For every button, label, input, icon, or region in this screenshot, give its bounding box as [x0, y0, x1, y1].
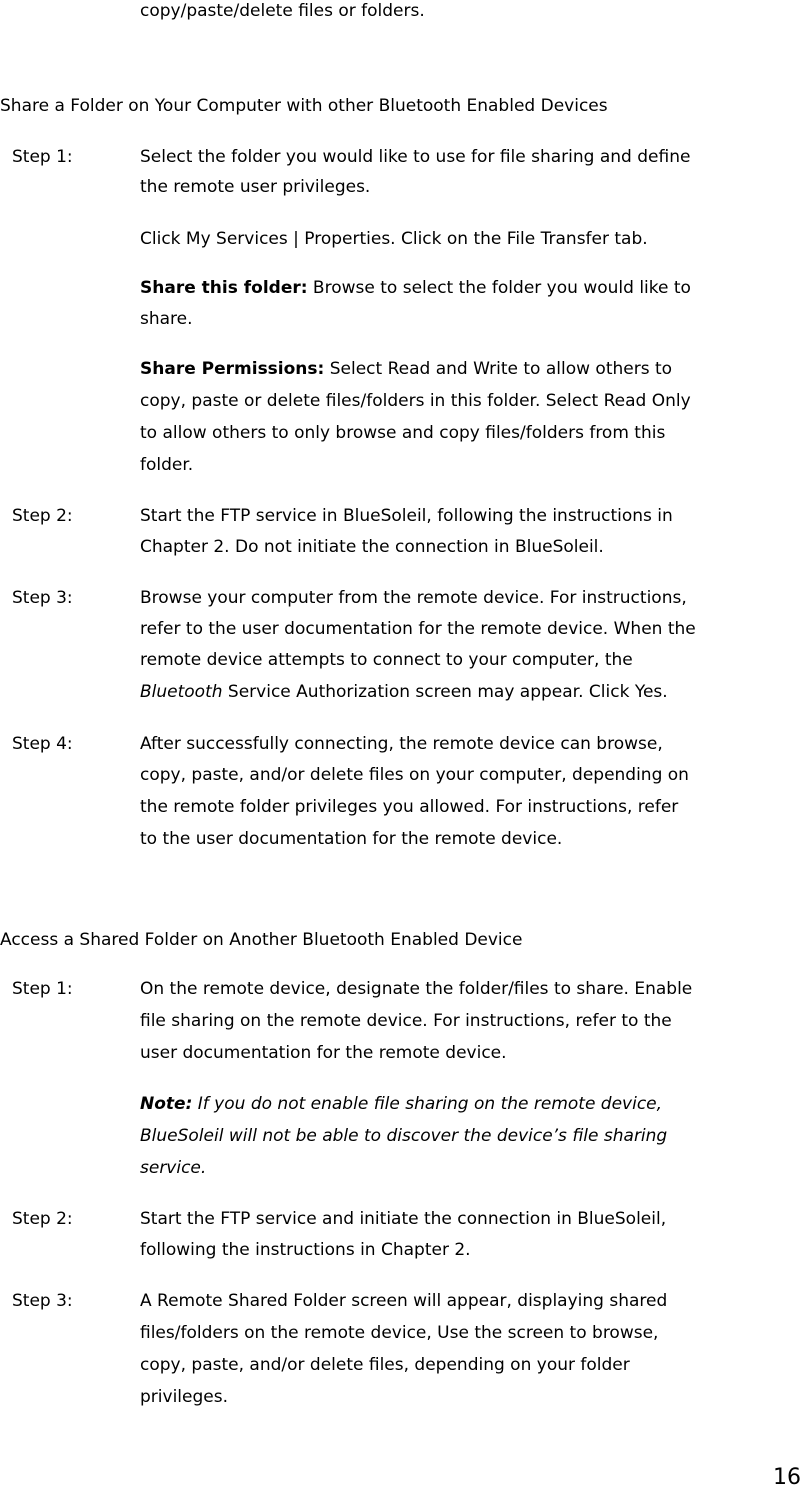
step-text: remote device attempts to connect to your computer, the	[140, 650, 633, 670]
note-text	[140, 1094, 662, 1114]
note-text-part: BlueSoleil will not be able to discover the device’s file sharing	[140, 1126, 668, 1146]
step-text: files/folders on the remote device, Use the screen to browse,	[140, 1323, 659, 1343]
step-text: On the remote device, designate the folder/files to share. Enable	[140, 979, 693, 999]
sub-text	[140, 278, 691, 298]
step-text: Select the folder you would like to use for file sharing and define	[140, 147, 691, 167]
note-text	[140, 1126, 667, 1146]
sub-text	[140, 359, 672, 379]
step-text: file sharing on the remote device. For instructions, refer to the	[140, 1011, 672, 1031]
continuation-text: copy/paste/delete files or folders.	[140, 1, 425, 21]
step-label: Step 2:	[12, 1209, 73, 1229]
step-text: Start the FTP service in BlueSoleil, following the instructions in	[140, 506, 673, 526]
sub-text: folder.	[140, 455, 194, 475]
step-text: to the user documentation for the remote device.	[140, 829, 563, 849]
section-heading-share: Share a Folder on Your Computer with other Bluetooth Enabled Devices	[0, 96, 608, 116]
step-text-part: Service Authorization screen may appear. Click Yes.	[222, 682, 668, 702]
note-label: Note:	[140, 1094, 193, 1114]
sub-text: to allow others to only browse and copy files/folders from this	[140, 423, 666, 443]
step-text: the remote folder privileges you allowed. For instructions, refer	[140, 797, 679, 817]
step-text: the remote user privileges.	[140, 177, 371, 197]
step-text: refer to the user documentation for the remote device. When the	[140, 619, 696, 639]
sub-text: Click My Services | Properties. Click on the File Transfer tab.	[140, 229, 648, 249]
step-label: Step 3:	[12, 1291, 73, 1311]
step-text: After successfully connecting, the remote device can browse,	[140, 734, 663, 754]
italic-word: Bluetooth	[140, 682, 223, 702]
sub-text-part: Select Read and Write to allow others to	[324, 359, 673, 379]
step-text: following the instructions in Chapter 2.	[140, 1240, 471, 1260]
step-label: Step 2:	[12, 506, 73, 526]
bold-label: Share this folder:	[140, 278, 308, 298]
note-text	[140, 1158, 206, 1178]
sub-text: share.	[140, 309, 193, 329]
section-heading-access: Access a Shared Folder on Another Bluetooth Enabled Device	[0, 930, 523, 950]
step-text: Browse your computer from the remote device. For instructions,	[140, 588, 687, 608]
step-label: Step 3:	[12, 588, 73, 608]
step-label: Step 4:	[12, 734, 73, 754]
step-text: Start the FTP service and initiate the connection in BlueSoleil,	[140, 1209, 667, 1229]
step-text: Chapter 2. Do not initiate the connection in BlueSoleil.	[140, 537, 604, 557]
note-text-part: If you do not enable file sharing on the remote device,	[192, 1094, 663, 1114]
step-label: Step 1:	[12, 979, 73, 999]
step-text: copy, paste, and/or delete files on your computer, depending on	[140, 765, 689, 785]
sub-text-part: Browse to select the folder you would like to	[307, 278, 691, 298]
step-text: A Remote Shared Folder screen will appear, displaying shared	[140, 1291, 668, 1311]
step-text: copy, paste, and/or delete files, depending on your folder	[140, 1355, 630, 1375]
page-number: 16	[773, 1465, 801, 1490]
step-text: user documentation for the remote device.	[140, 1043, 507, 1063]
step-text	[140, 682, 668, 702]
note-text-part: service.	[140, 1158, 207, 1178]
step-label: Step 1:	[12, 147, 73, 167]
bold-label: Share Permissions:	[140, 359, 325, 379]
sub-text: copy, paste or delete files/folders in this folder. Select Read Only	[140, 391, 691, 411]
step-text: privileges.	[140, 1387, 228, 1407]
